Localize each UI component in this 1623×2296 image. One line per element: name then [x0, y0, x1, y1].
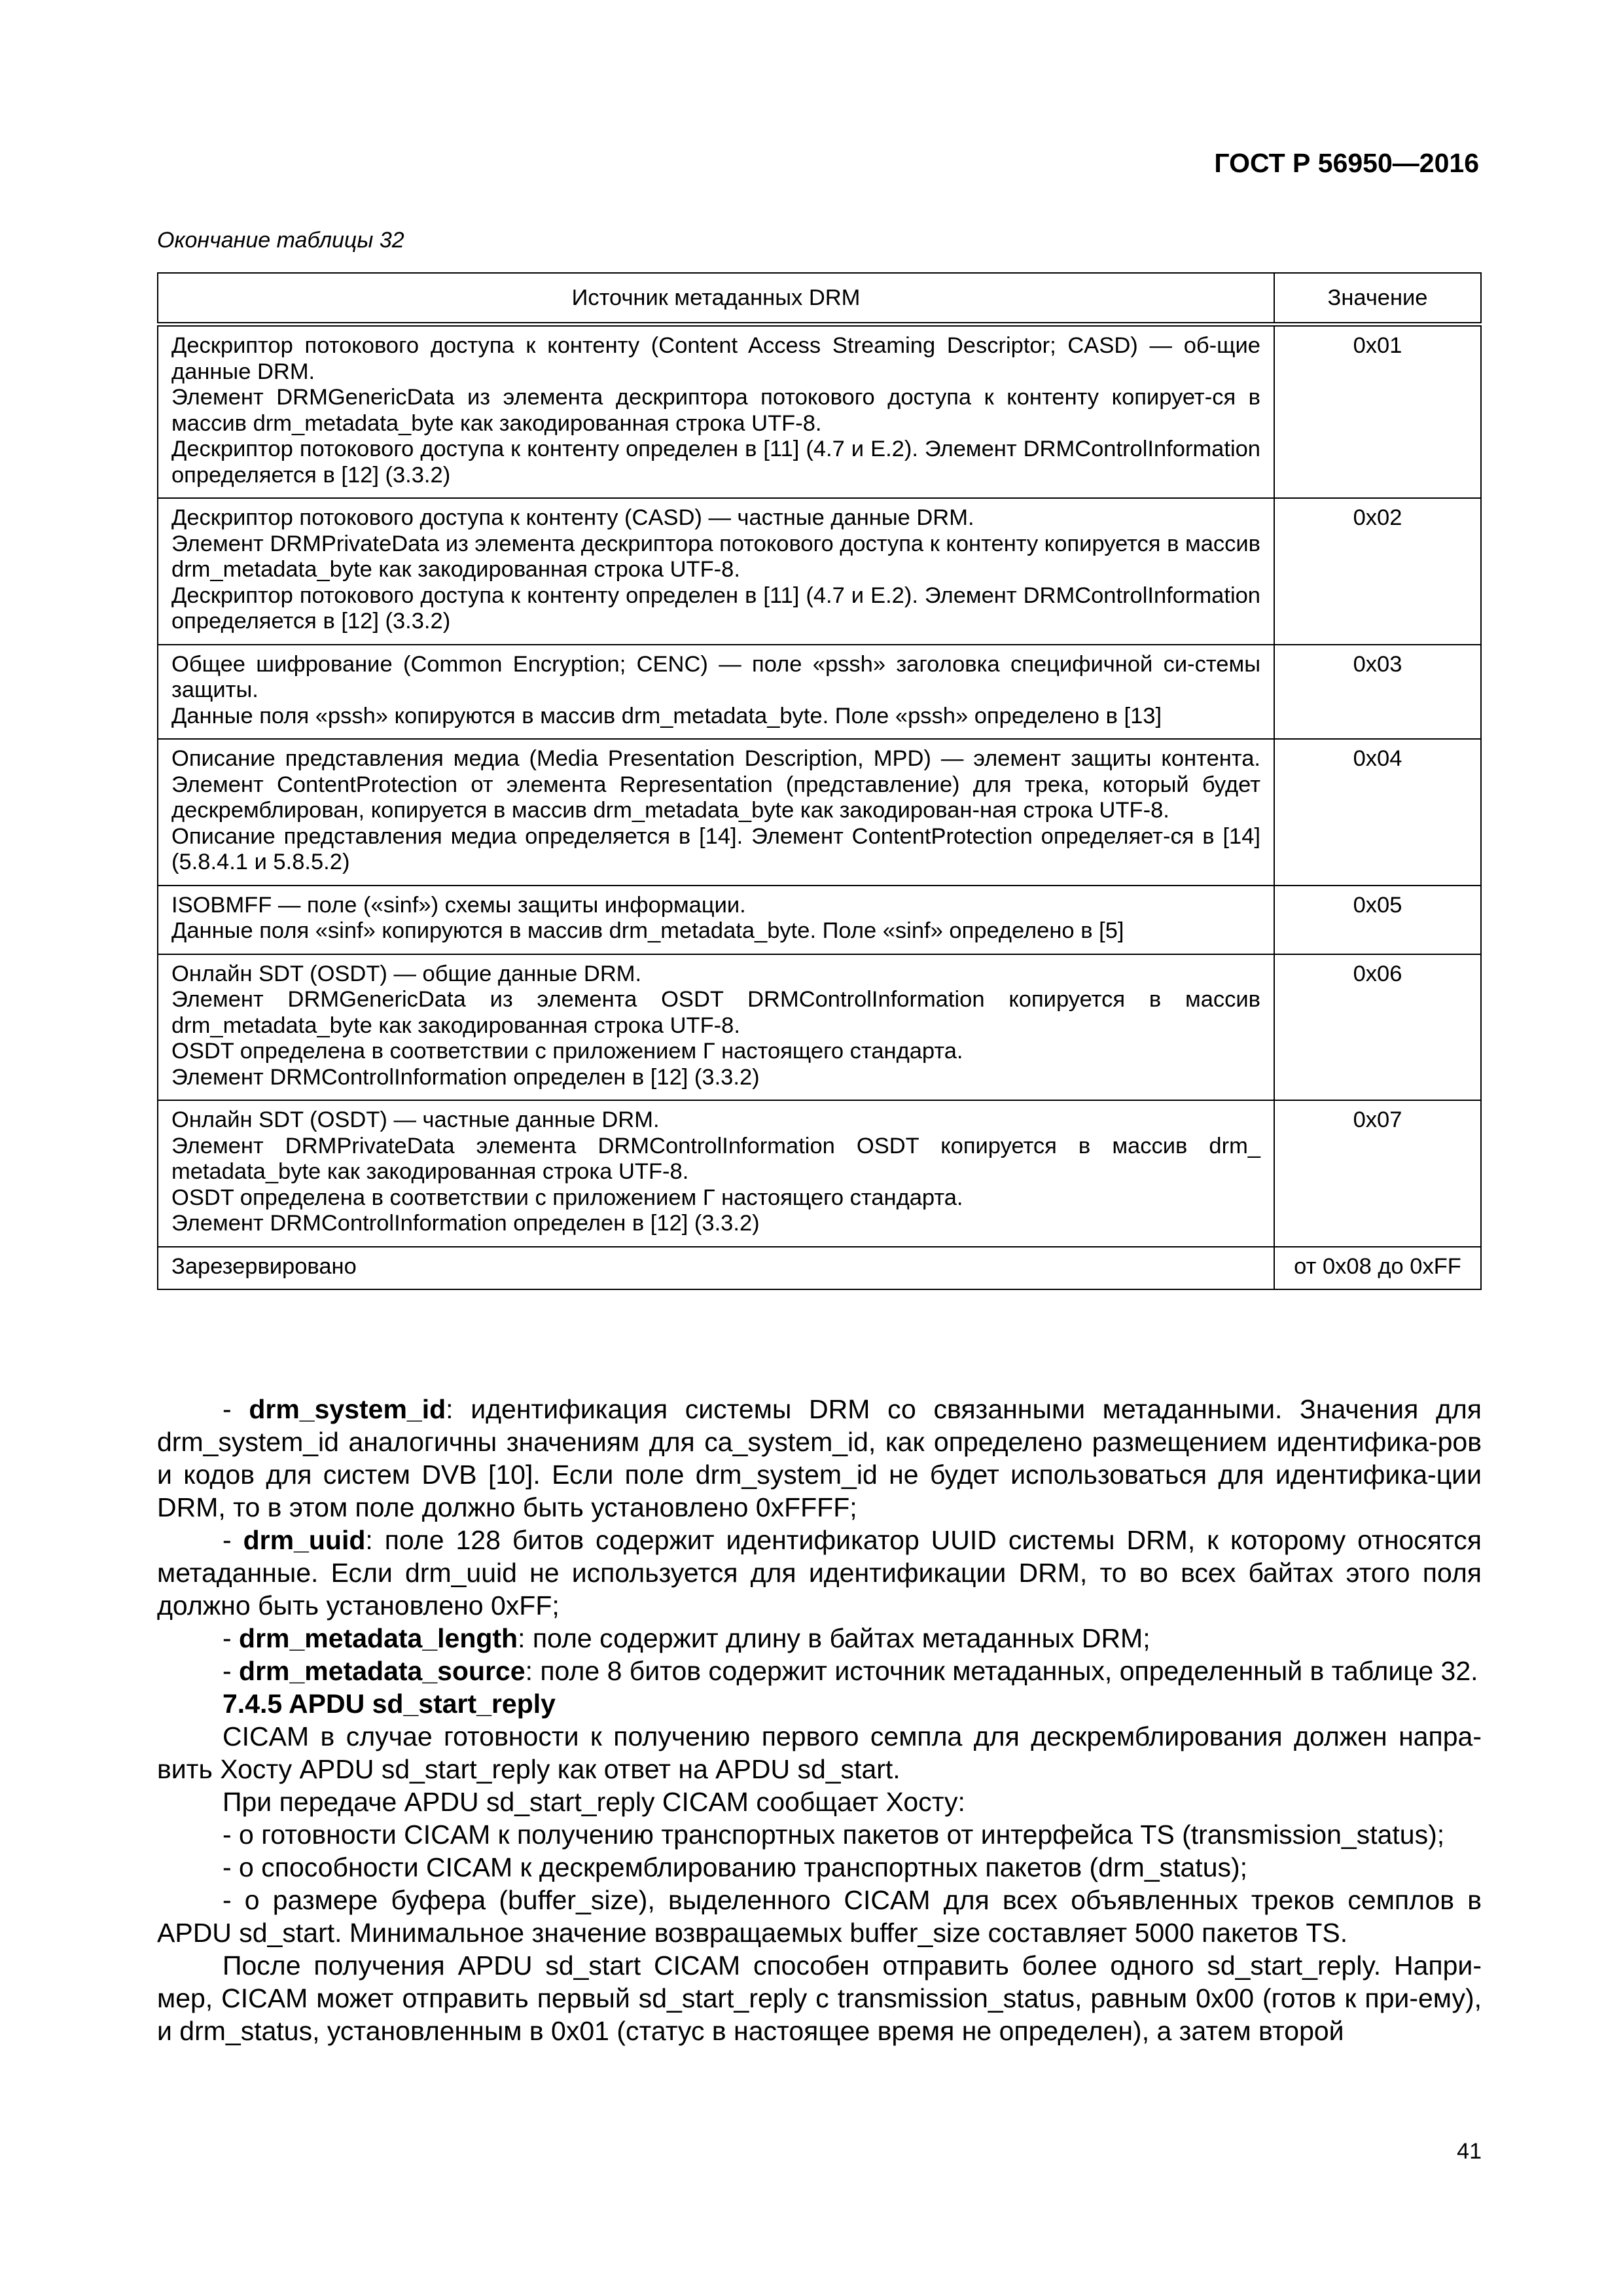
field-definition: [157, 1524, 1482, 1622]
value-cell: 0x04: [1274, 739, 1481, 886]
table-caption: Окончание таблицы 32: [157, 228, 404, 253]
section-heading-text: 7.4.5 APDU sd_start_reply: [223, 1689, 556, 1719]
source-cell: [158, 954, 1274, 1101]
source-text: Данные поля «pssh» копируются в массив drm_metadata_byte. Поле «pssh» определено в [13]: [171, 703, 1162, 728]
field-description: : поле 8 битов содержит источник метаданных, определенный в таблице 32.: [525, 1656, 1478, 1686]
source-text: Общее шифрование (Common Encryption; CENC) — поле «pssh» заголовка специфичной си-стемы защиты.: [171, 651, 1260, 702]
source-text: Зарезервировано: [171, 1253, 357, 1279]
source-text: Дескриптор потокового доступа к контенту (Content Access Streaming Descriptor; CASD) — об-щие данные DRM.: [171, 333, 1260, 384]
field-term: drm_system_id: [249, 1394, 446, 1424]
page-number: 41: [1457, 2139, 1482, 2164]
table-row: [158, 498, 1481, 645]
value-cell: 0x05: [1274, 886, 1481, 954]
table-row: [158, 1247, 1481, 1290]
source-text: Онлайн SDT (OSDT) — частные данные DRM.: [171, 1107, 660, 1132]
field-term: drm_metadata_source: [239, 1656, 526, 1686]
source-text: Данные поля «sinf» копируются в массив drm_metadata_byte. Поле «sinf» определено в [5]: [171, 918, 1124, 943]
table-row: [158, 645, 1481, 740]
list-item: - о готовности CICAM к получению транспортных пакетов от интерфейса TS (transmission_status);: [223, 1820, 1445, 1850]
table-row: [158, 886, 1481, 954]
source-text: Элемент DRMPrivateData элемента DRMControlInformation OSDT копируется в массив drm_ metadata_byte как закодированная строка UTF-8.: [171, 1133, 1260, 1184]
list-item: - о способности CICAM к дескремблированию транспортных пакетов (drm_status);: [223, 1852, 1248, 1882]
source-cell: [158, 1247, 1274, 1290]
source-text: ISOBMFF — поле («sinf») схемы защиты информации.: [171, 892, 746, 918]
value-cell: 0x06: [1274, 954, 1481, 1101]
source-cell: [158, 739, 1274, 886]
body-text: [157, 1393, 1482, 2047]
table-row: [158, 1100, 1481, 1247]
paragraph: При передаче APDU sd_start_reply CICAM сообщает Хосту:: [223, 1787, 965, 1817]
value-cell: 0x03: [1274, 645, 1481, 740]
drm-metadata-source-table: [157, 272, 1482, 1290]
field-description: : идентификация системы DRM со связанными метаданными. Значения для drm_system_id аналогичны значениям для ca_system_id, как определено размещением идентифика-ров и кодов для систем DVB [10]. Если поле drm_system_id не будет использоваться для идентифика-ции DRM, то в этом поле должно быть установлено 0xFFFF;: [157, 1394, 1482, 1522]
table-row: [158, 325, 1481, 499]
source-text: Элемент DRMControlInformation определен в [12] (3.3.2): [171, 1211, 760, 1236]
column-header-source: Источник метаданных DRM: [158, 273, 1274, 325]
source-text: Элемент DRMGenericData из элемента дескриптора потокового доступа к контенту копирует-ся в массив drm_metadata_byte как закодированная строка UTF-8.: [171, 385, 1260, 436]
table-header-row: [158, 273, 1481, 325]
source-cell: [158, 498, 1274, 645]
source-text: Онлайн SDT (OSDT) — общие данные DRM.: [171, 961, 642, 986]
source-text: Элемент DRMGenericData из элемента OSDT DRMControlInformation копируется в массив drm_metadata_byte как закодированная строка UTF-8.: [171, 987, 1260, 1038]
table-row: [158, 739, 1481, 886]
source-cell: [158, 886, 1274, 954]
field-description: : поле содержит длину в байтах метаданных DRM;: [518, 1623, 1150, 1653]
source-text: OSDT определена в соответствии с приложением Г настоящего стандарта.: [171, 1185, 963, 1210]
value-cell: от 0x08 до 0xFF: [1274, 1247, 1481, 1290]
list-dash: -: [223, 1394, 249, 1424]
field-definition: [157, 1393, 1482, 1524]
value-cell: 0x07: [1274, 1100, 1481, 1247]
source-text: OSDT определена в соответствии с приложением Г настоящего стандарта.: [171, 1039, 963, 1064]
source-text: Описание представления медиа (Media Presentation Description, MPD) — элемент защиты контента. Элемент ContentProtection от элемента Representation (представление) для трека, который будет дескремблирован, копируется в массив drm_metadata_byte как закодирован-ная строка UTF-8.: [171, 746, 1260, 823]
field-description: : поле 128 битов содержит идентификатор UUID системы DRM, к которому относятся метаданные. Если drm_uuid не используется для идентификации DRM, то во всех байтах этого поля должно быть установлено 0xFF;: [157, 1525, 1482, 1621]
list-item: - о размере буфера (buffer_size), выделенного CICAM для всех объявленных треков семплов в APDU sd_start. Минимальное значение возвращаемых buffer_size составляет 5000 пакетов TS.: [157, 1885, 1482, 1948]
value-cell: 0x01: [1274, 325, 1481, 499]
source-text: Элемент DRMPrivateData из элемента дескриптора потокового доступа к контенту копируется в массив drm_metadata_byte как закодированная строка UTF-8.: [171, 531, 1260, 582]
source-cell: [158, 1100, 1274, 1247]
paragraph: После получения APDU sd_start CICAM способен отправить более одного sd_start_reply. Напри-мер, CICAM может отправить первый sd_start_reply с transmission_status, равным 0x00 (готов к при-ему), и drm_status, установленным в 0x01 (статус в настоящее время не определен), а затем второй: [157, 1950, 1482, 2046]
source-text: Дескриптор потокового доступа к контенту определен в [11] (4.7 и Е.2). Элемент DRMControlInformation определяется в [12] (3.3.2): [171, 437, 1260, 488]
list-dash: -: [223, 1525, 243, 1555]
source-text: Описание представления медиа определяется в [14]. Элемент ContentProtection определяет-ся в [14] (5.8.4.1 и 5.8.5.2): [171, 823, 1260, 874]
section-heading: [157, 1687, 1482, 1720]
field-definition: [157, 1655, 1482, 1687]
table-row: [158, 954, 1481, 1101]
source-cell: [158, 325, 1274, 499]
source-text: Дескриптор потокового доступа к контенту (CASD) — частные данные DRM.: [171, 505, 974, 530]
source-text: Элемент DRMControlInformation определен в [12] (3.3.2): [171, 1064, 760, 1090]
column-header-value: Значение: [1274, 273, 1481, 325]
list-dash: -: [223, 1623, 240, 1653]
field-definition: [157, 1622, 1482, 1655]
source-cell: [158, 645, 1274, 740]
document-header: ГОСТ Р 56950—2016: [1214, 148, 1479, 178]
list-dash: -: [223, 1656, 240, 1686]
value-cell: 0x02: [1274, 498, 1481, 645]
source-text: Дескриптор потокового доступа к контенту определен в [11] (4.7 и Е.2). Элемент DRMControlInformation определяется в [12] (3.3.2): [171, 583, 1260, 634]
field-term: drm_metadata_length: [239, 1623, 518, 1653]
paragraph: CICAM в случае готовности к получению первого семпла для дескремблирования должен напра-вить Хосту APDU sd_start_reply как ответ на APDU sd_start.: [157, 1721, 1482, 1784]
field-term: drm_uuid: [243, 1525, 366, 1555]
